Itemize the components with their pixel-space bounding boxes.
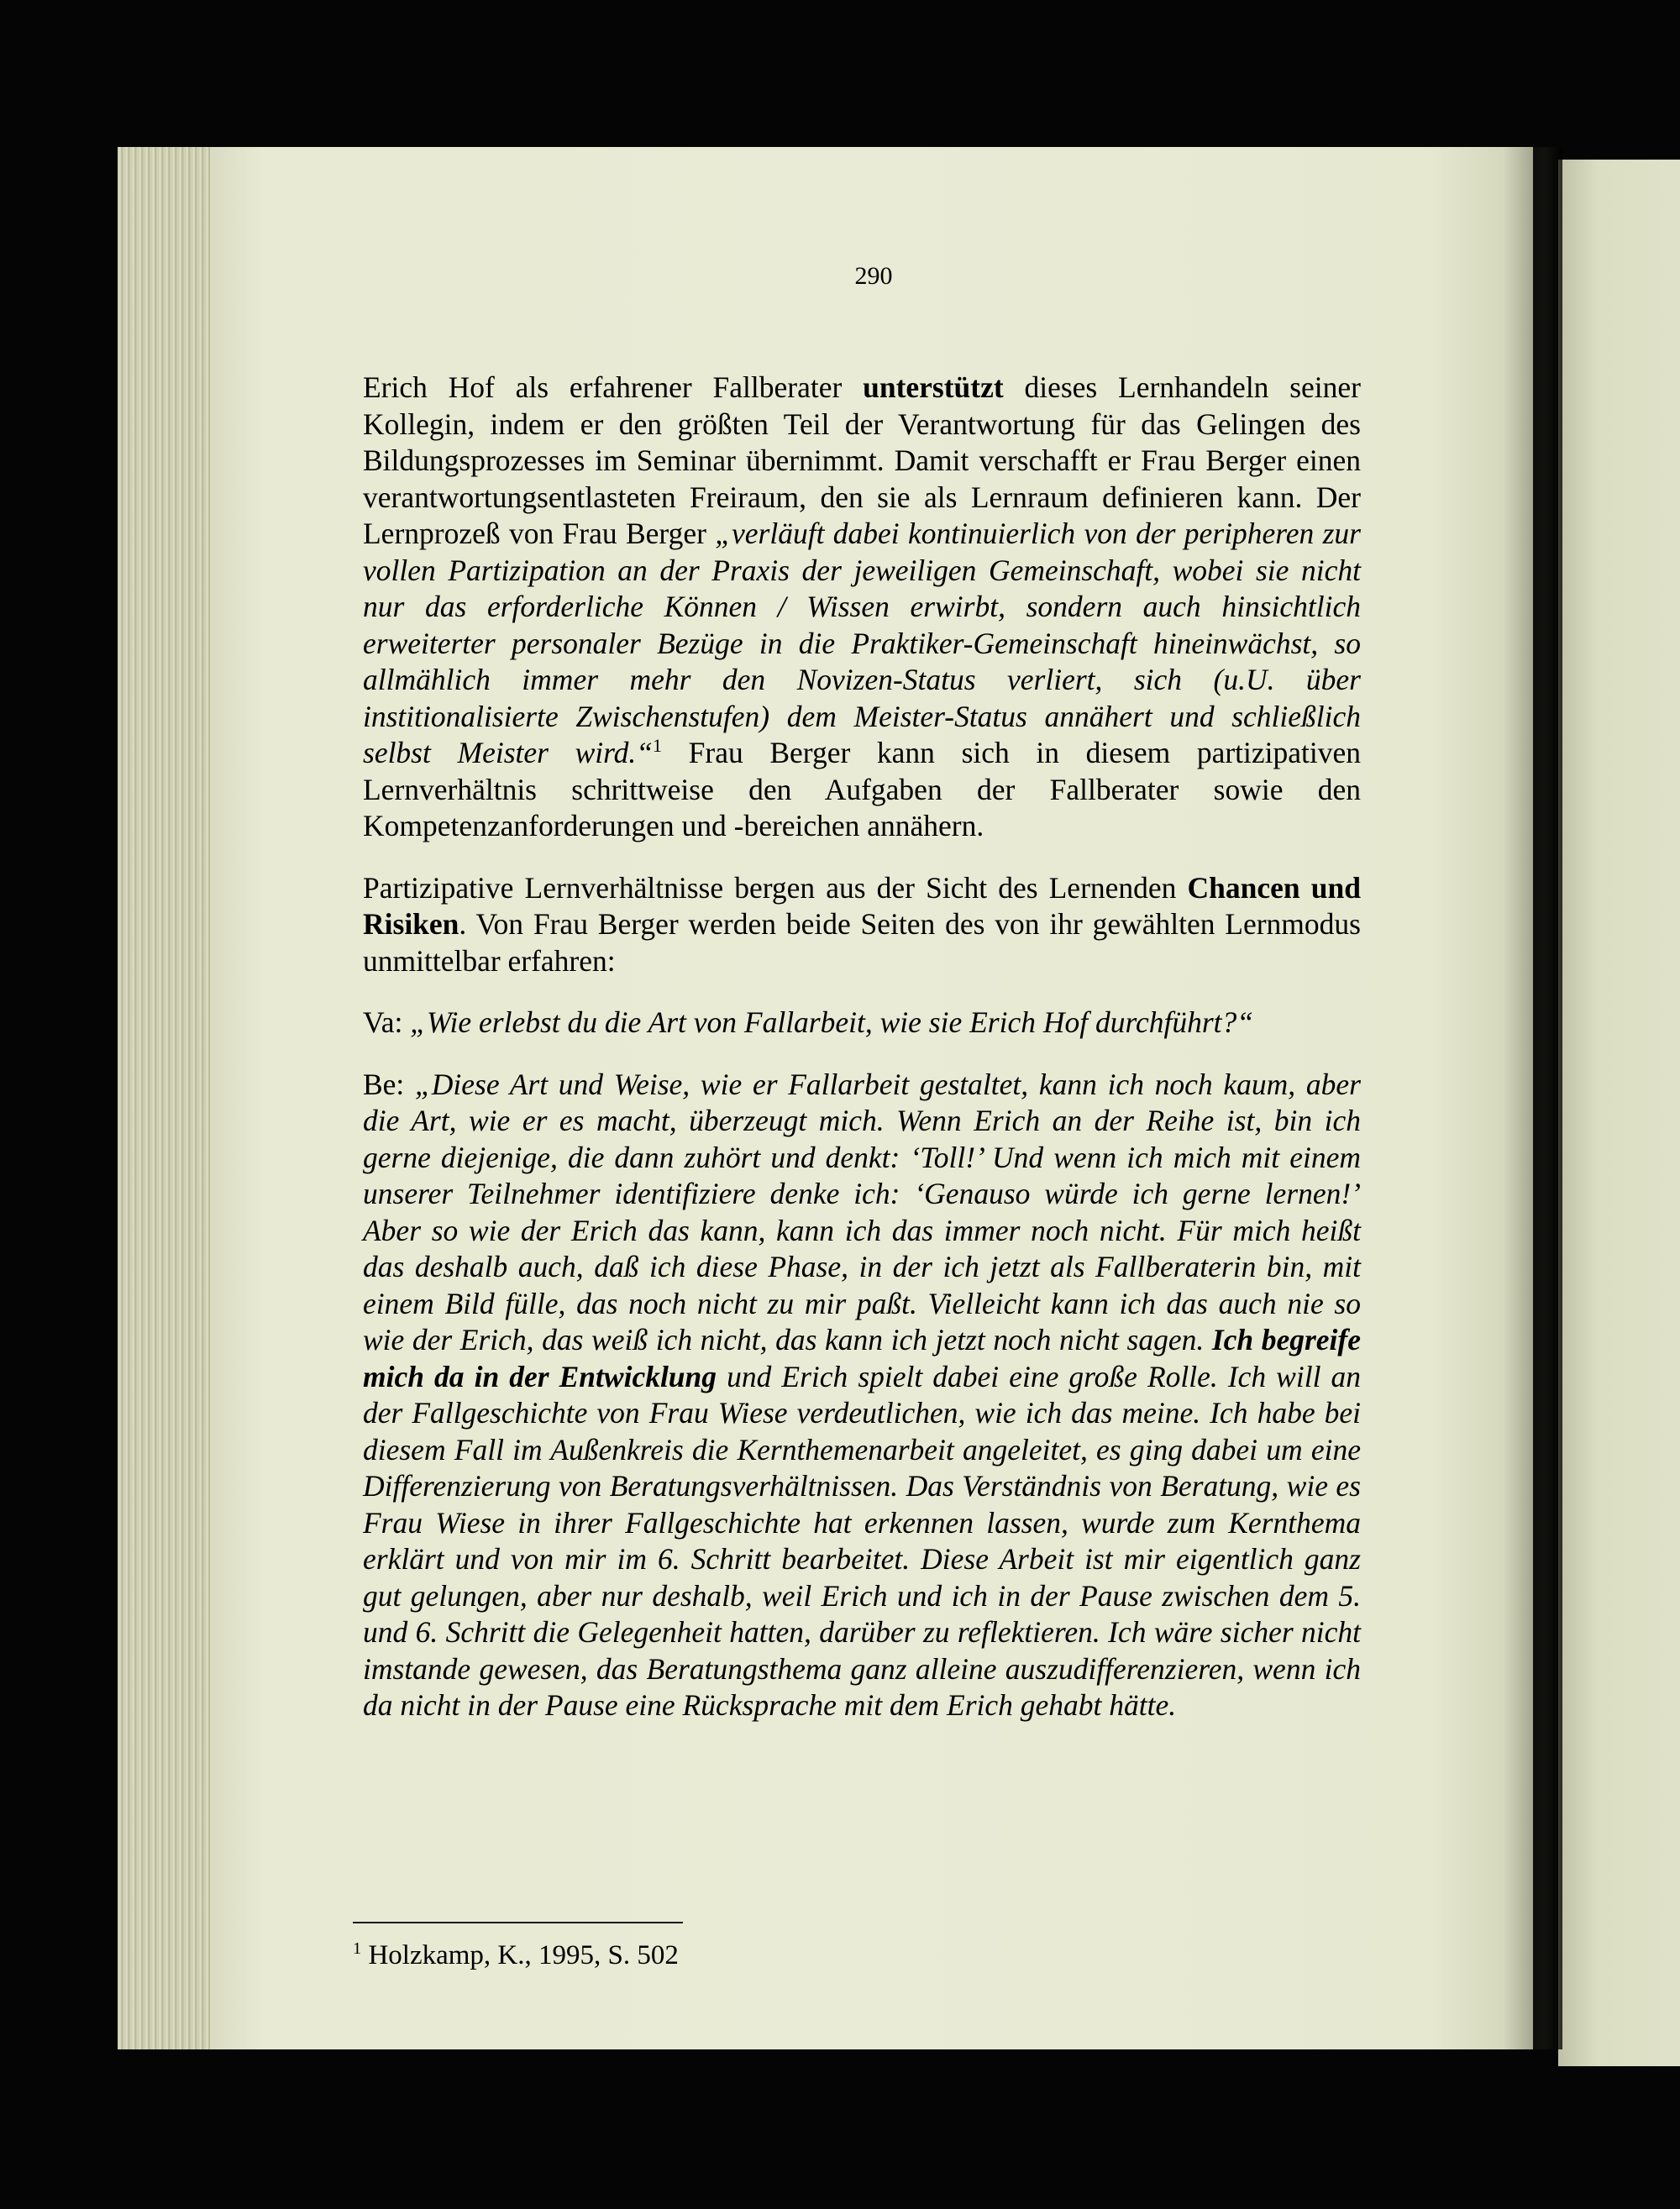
text-run: Partizipative Lernverhältnisse bergen aus der Sicht des Lernenden [363,870,1188,905]
text-run: unterstützt [863,370,1004,404]
text-run: Be: [363,1067,416,1101]
text-run: Erich Hof als erfahrener Fallberater [363,370,864,404]
book-page-edges [118,147,218,2049]
paragraph-4 [363,1067,1361,1724]
paragraph-2 [363,870,1361,980]
facing-page [1558,160,1680,2066]
text-run: Frau Berger kann sich in diesem partizipativen Lernverhältnis schrittweise den Aufgaben der Fallberater sowie den Kompetenzanforderungen und -bereichen annähern. [363,736,1361,842]
paragraph-1 [363,370,1361,845]
text-run: . Von Frau Berger werden beide Seiten des von ihr gewählten Lernmodus unmittelbar erfahren: [363,907,1361,978]
text-run: Ich begreife mich da in der Entwicklung [363,1323,1361,1393]
text-run: „Diese Art und Weise, wie er Fallarbeit gestaltet, kann ich noch kaum, aber die Art, wie er es macht, überzeugt mich. Wenn Erich an der Reihe ist, bin ich gerne diejenige, die dann zuhört und denkt: ‘Toll!’ Und wenn ich mich mit einem unserer Teilnehmer identifiziere denke ich: ‘Genauso würde ich gerne lernen!’ Aber so wie der Erich das kann, kann ich das immer noch nicht. Für mich heißt das deshalb auch, daß ich diese Phase, in der ich jetzt als Fallberaterin bin, mit einem Bild fülle, das noch nicht zu mir paßt. Vielleicht kann ich das auch nie so wie der Erich, das weiß ich nicht, das kann ich jetzt noch nicht sagen. [363,1067,1361,1356]
footnote-mark: 1 [353,1939,362,1958]
footnote-rule [353,1922,683,1923]
text-run: dieses Lernhandeln seiner Kollegin, indem er den größten Teil der Verantwortung für das Gelingen des Bildungsprozesses im Seminar übernimmt. Damit verschafft er Frau Berger einen verantwortungsentlasteten Freiraum, den sie als Lernraum definieren kann. Der Lernprozeß von Frau Berger [363,370,1361,550]
footnote [353,1939,679,1972]
body-text [363,370,1361,1750]
page-number: 290 [854,262,893,290]
footnote-text: Holzkamp, K., 1995, S. 502 [361,1940,679,1970]
text-run: und Erich spielt dabei eine große Rolle. Ich will an der Fallgeschichte von Frau Wiese verdeutlichen, wie ich das meine. Ich habe bei diesem Fall im Außenkreis die Kernthemenarbeit angeleitet, es ging dabei um eine Differenzierung von Beratungsverhältnissen. Das Verständnis von Beratung, wie es Frau Wiese in ihrer Fallgeschichte hat erkennen lassen, wurde zum Kernthema erklärt und von mir im 6. Schritt bearbeitet. Diese Arbeit ist mir eigentlich ganz gut gelungen, aber nur deshalb, weil Erich und ich in der Pause zwischen dem 5. und 6. Schritt die Gelegenheit hatten, darüber zu reflektieren. Ich wäre sicher nicht imstande gewesen, das Beratungsthema ganz alleine auszudifferenzieren, wenn ich da nicht in der Pause eine Rücksprache mit dem Erich gehabt hätte. [363,1359,1361,1722]
text-run: „verläuft dabei kontinuierlich von der peripheren zur vollen Partizipation an der Praxis der jeweiligen Gemeinschaft, wobei sie nicht nur das erforderliche Können / Wissen erwirbt, sondern auch hinsichtlich erweiterter personaler Bezüge in die Praktiker-Gemeinschaft hineinwächst, so allmählich immer mehr den Novizen-Status verliert, sich (u.U. über institionalisierte Zwischenstufen) dem Meister-Status annähert und schließlich selbst Meister wird.“ [363,517,1361,769]
paragraph-3 [363,1005,1361,1042]
text-run: „Wie erlebst du die Art von Fallarbeit, wie sie Erich Hof durchführt?“ [410,1005,1253,1039]
text-run: Va: [363,1005,411,1039]
footnote-reference: 1 [653,735,662,757]
gutter-shadow [1504,147,1562,2049]
text-run: Chancen und Risiken [363,870,1361,941]
